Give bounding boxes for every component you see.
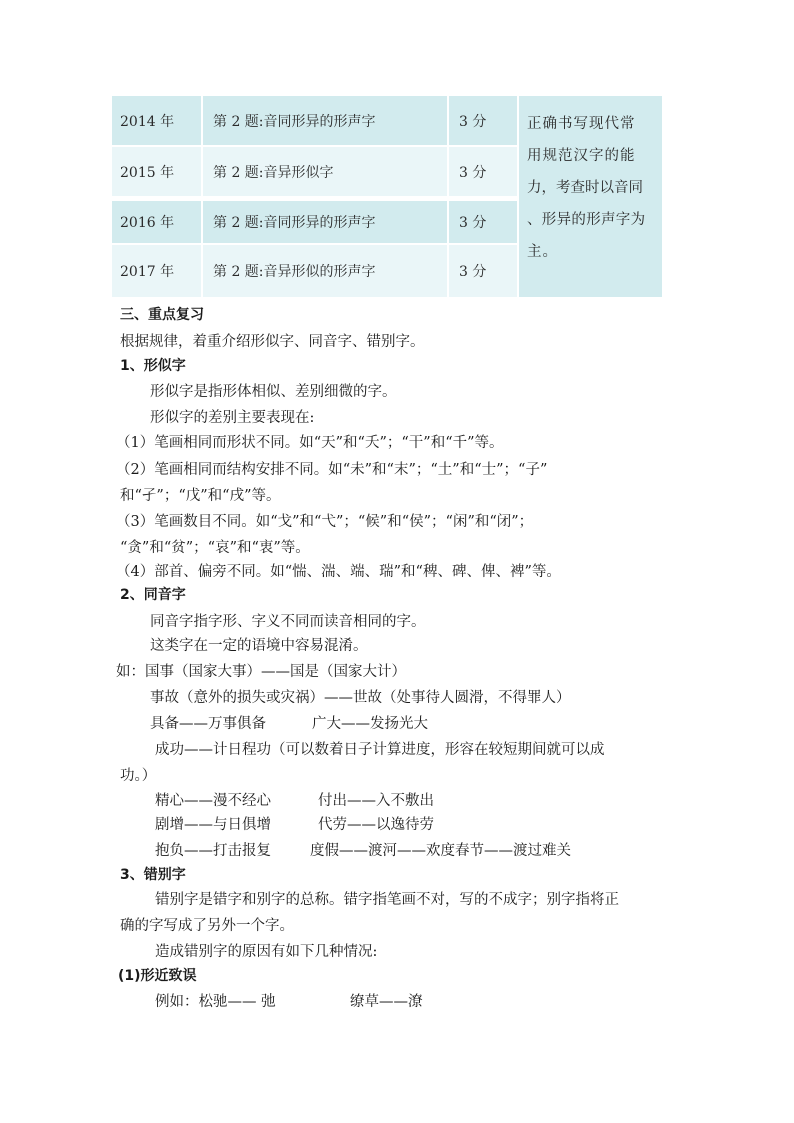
example-line: 代劳——以逸待劳	[318, 817, 434, 833]
summary-line: 主。	[527, 244, 558, 260]
summary-line: 、形异的形声字为	[527, 212, 646, 228]
paragraph: 错别字是错字和别字的总称。错字指笔画不对，写的不成字；别字指将正	[155, 892, 619, 908]
example-line: 缭草——潦	[350, 994, 423, 1010]
example-line: 付出——入不敷出	[318, 793, 434, 809]
intro-text: 根据规律，着重介绍形似字、同音字、错别字。	[120, 334, 425, 350]
exam-table	[112, 96, 662, 297]
example-line: 度假——渡河——欢度春节——渡过难关	[310, 843, 571, 859]
subheading-xingjin: (1)形近致误	[118, 968, 197, 984]
row-2-score: 3 分	[449, 147, 517, 196]
paragraph: （1）笔画相同而形状不同。如“天”和“夭”；“干”和“千”等。	[116, 435, 504, 451]
paragraph: “贪”和“贫”；“哀”和“衷”等。	[120, 540, 310, 556]
paragraph: 形似字是指形体相似、差别细微的字。	[150, 384, 397, 400]
example-line: 事故（意外的损失或灾祸）——世故（处事待人圆滑，不得罪人）	[150, 690, 571, 706]
paragraph: （4）部首、偏旁不同。如“惴、湍、端、瑞”和“稗、碑、俾、裨”等。	[116, 564, 561, 580]
heading-cuobiezi: 3、错别字	[120, 867, 186, 883]
example-line: 抱负——打击报复	[155, 843, 271, 859]
paragraph: 造成错别字的原因有如下几种情况:	[155, 944, 378, 960]
section-heading: 三、重点复习	[120, 307, 204, 323]
example-line: 剧增——与日俱增	[155, 817, 271, 833]
row-1-question: 第 2 题:音同形异的形声字	[203, 96, 447, 145]
row-4-year: 2017 年	[112, 245, 201, 297]
paragraph: 确的字写成了另外一个字。	[120, 918, 294, 934]
summary-line: 正确书写现代常	[527, 116, 636, 132]
example-line: 成功——计日程功（可以数着日子计算进度，形容在较短期间就可以成	[155, 742, 605, 758]
row-3-score: 3 分	[449, 201, 517, 243]
row-2-question: 第 2 题:音异形似字	[203, 147, 447, 196]
heading-tongyinzi: 2、同音字	[120, 587, 186, 603]
paragraph: （3）笔画数目不同。如“戈”和“弋”；“候”和“侯”；“闲”和“闭”；	[116, 514, 534, 530]
example-line: 具备——万事俱备	[150, 716, 266, 732]
row-1-score: 3 分	[449, 96, 517, 145]
example-line: 例如：松驰—— 弛	[155, 994, 276, 1010]
row-4-score: 3 分	[449, 245, 517, 297]
row-3-year: 2016 年	[112, 201, 201, 243]
example-line: 如：国事（国家大事）——国是（国家大计）	[116, 664, 406, 680]
summary-line: 用规范汉字的能	[527, 148, 636, 164]
row-2-year: 2015 年	[112, 147, 201, 196]
row-3-question: 第 2 题:音同形异的形声字	[203, 201, 447, 243]
paragraph: （2）笔画相同而结构安排不同。如“未”和“末”；“土”和“士”；“子”	[116, 462, 548, 478]
paragraph: 这类字在一定的语境中容易混淆。	[150, 638, 368, 654]
example-line: 精心——漫不经心	[155, 793, 271, 809]
row-1-year: 2014 年	[112, 96, 201, 145]
paragraph: 形似字的差别主要表现在:	[150, 410, 315, 426]
heading-xingsizi: 1、形似字	[120, 358, 186, 374]
paragraph: 同音字指字形、字义不同而读音相同的字。	[150, 614, 426, 630]
summary-cell	[519, 96, 662, 297]
paragraph: 和“孑”；“戊”和“戌”等。	[120, 488, 281, 504]
row-4-question: 第 2 题:音异形似的形声字	[203, 245, 447, 297]
example-line: 广大——发扬光大	[312, 716, 428, 732]
example-line: 功。）	[120, 768, 157, 784]
summary-line: 力，考查时以音同	[527, 180, 643, 196]
